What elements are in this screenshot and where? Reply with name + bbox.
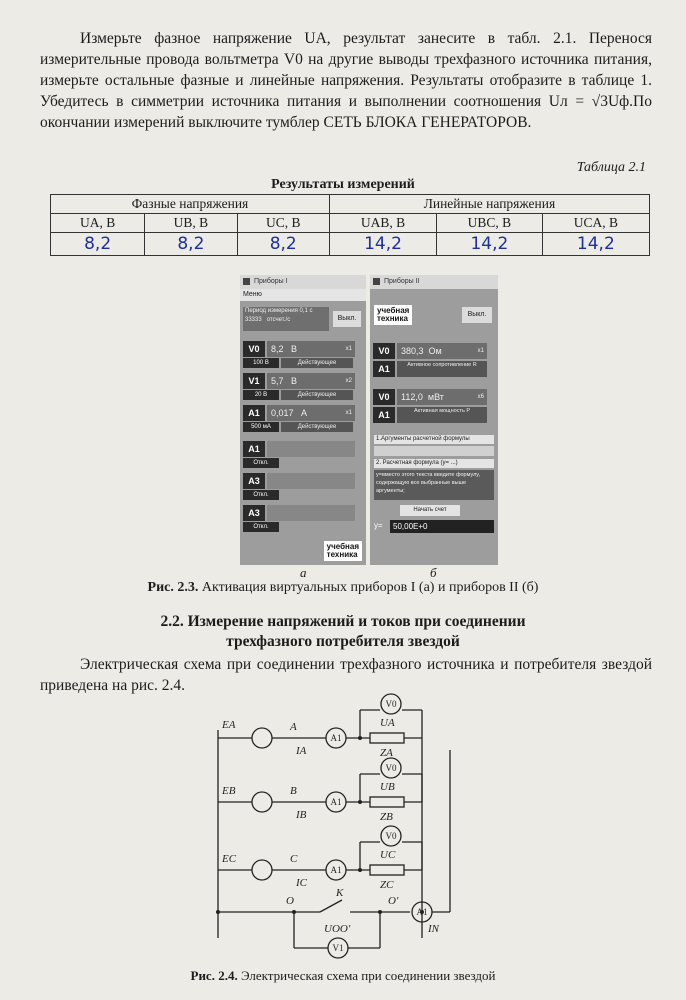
meter-v1-value: 5,7: [271, 376, 284, 386]
meter-a1-range[interactable]: 500 мА: [243, 422, 279, 432]
meter-b-v0-1-unit: Ом: [428, 346, 442, 356]
period-box: [243, 307, 329, 331]
meter-v0-range[interactable]: 100 В: [243, 358, 279, 368]
value-ua: 8,2: [51, 233, 145, 256]
meter-empty-3-off[interactable]: Откл.: [243, 522, 279, 532]
meter-v1-unit: В: [291, 376, 298, 386]
panel-instruments-1: [240, 275, 366, 565]
meter-empty-2-off[interactable]: Откл.: [243, 490, 279, 500]
meter-b-a1-1-mode[interactable]: Активное сопротивление R: [397, 361, 487, 377]
star-connection-circuit: [200, 690, 470, 970]
meter-b-v0-1[interactable]: [373, 343, 495, 359]
voltmeter-v0-c: V0: [385, 831, 397, 841]
meter-a1-mult: x1: [345, 410, 352, 416]
meter-a1[interactable]: [243, 405, 363, 435]
meter-v1-mult: x2: [345, 378, 352, 384]
formula-input[interactable]: y=вместо этого текста введите формулу, содержащую все выбранные выше аргументы;: [374, 470, 494, 500]
header-uab: UAB, В: [329, 214, 436, 233]
meter-b-v0-2[interactable]: [373, 389, 495, 405]
ammeter-a1-n: A1: [416, 907, 428, 917]
meter-a1-mode[interactable]: Действующее: [281, 422, 353, 432]
label-zb: ZB: [380, 811, 393, 823]
args-selectors[interactable]: [374, 446, 494, 456]
ammeter-a1-c: A1: [330, 865, 342, 875]
meter-v0-mode[interactable]: Действующее: [281, 358, 353, 368]
meter-v0-name: V0: [243, 341, 265, 357]
panel-1-off-button[interactable]: Выкл.: [333, 311, 361, 327]
label-ea: EA: [222, 719, 236, 731]
label-ub: UB: [380, 781, 395, 793]
meter-b-a1-1[interactable]: [373, 361, 495, 379]
fig-label-b: б: [430, 565, 437, 580]
meter-v0-unit: В: [291, 344, 298, 354]
panel-2-titlebar: Приборы II: [370, 275, 498, 289]
meter-empty-1-name: A1: [243, 441, 265, 457]
meter-b-v0-2-mult: x6: [477, 394, 484, 400]
value-ub: 8,2: [145, 233, 237, 256]
table-row: [51, 233, 650, 256]
meter-b-v0-2-name: V0: [373, 389, 395, 405]
meter-empty-1-off[interactable]: Откл.: [243, 458, 279, 468]
group-line-header: Линейные напряжения: [329, 195, 649, 214]
section-heading: 2.2. Измерение напряжений и токов при соединении трехфазного потребителя звездой: [160, 613, 526, 650]
label-ic: IC: [296, 877, 307, 889]
value-ubc: 14,2: [437, 233, 543, 256]
label-a: A: [290, 721, 297, 733]
table-header-row: [51, 214, 650, 233]
meter-v1[interactable]: [243, 373, 363, 403]
meter-a1-value: 0,017: [271, 408, 294, 418]
label-za: ZA: [380, 747, 393, 759]
panel-1-logo: учебная техника: [324, 541, 362, 561]
table-caption: Таблица 2.1: [576, 160, 646, 175]
figure-2-4-caption: Рис. 2.4. Электрическая схема при соединении звездой: [190, 968, 496, 983]
panel-1-menu[interactable]: Меню: [240, 289, 366, 301]
meter-b-a1-2-mode[interactable]: Активная мощность P: [397, 407, 487, 423]
meter-v1-mode[interactable]: Действующее: [281, 390, 353, 400]
label-zc: ZC: [380, 879, 394, 891]
panel-1-titlebar: Приборы I: [240, 275, 366, 289]
period-unit: отсчет./с: [266, 317, 291, 323]
value-uab: 14,2: [329, 233, 436, 256]
meter-b-v0-2-value: 112,0: [401, 392, 423, 402]
label-ec: EC: [222, 853, 237, 865]
meter-b-v0-1-name: V0: [373, 343, 395, 359]
value-uc: 8,2: [237, 233, 329, 256]
meter-a1-name: A1: [243, 405, 265, 421]
header-ubc: UBC, В: [437, 214, 543, 233]
panel-2-logo: учебная техника: [374, 305, 412, 325]
meter-b-a1-2-name: A1: [373, 407, 395, 423]
intro-paragraph: Измерьте фазное напряжение UA, результат занесите в табл. 2.1. Перенося измерительные провода вольтметра V0 на другие выводы трехфазного источника питания, измерьте остальные фазные и линейные напряжения. Результаты отобразите в таблице 1. Убедитесь в симметрии источника питания и выполнении соотношения Uл = √3Uф.По окончании измерений выключите тумблер СЕТЬ БЛОКА ГЕНЕРАТОРОВ.: [40, 30, 652, 131]
table-title: Результаты измерений: [271, 177, 415, 192]
label-uc: UC: [380, 849, 396, 861]
label-o: O: [286, 895, 294, 907]
result-value: 50,00E+0: [390, 520, 494, 533]
ammeter-a1-a: A1: [330, 733, 342, 743]
formula-label: 2. Расчетная формула (y= ...): [374, 459, 494, 468]
label-in: IN: [428, 923, 439, 935]
meter-empty-1[interactable]: [243, 441, 363, 471]
meter-b-a1-2[interactable]: [373, 407, 495, 425]
label-b: B: [290, 785, 297, 797]
header-ub: UB, В: [145, 214, 237, 233]
meter-empty-3-name: A3: [243, 505, 265, 521]
meter-empty-2-name: A3: [243, 473, 265, 489]
meter-v1-name: V1: [243, 373, 265, 389]
results-table: [50, 194, 650, 256]
meter-b-v0-1-value: 380,3: [401, 346, 424, 356]
meter-a1-unit: А: [301, 408, 308, 418]
label-ia: IA: [296, 745, 307, 757]
meter-b-v0-2-unit: мВт: [427, 392, 444, 402]
label-eb: EB: [222, 785, 236, 797]
header-ua: UA, В: [51, 214, 145, 233]
meter-v0[interactable]: [243, 341, 363, 371]
header-uca: UCA, В: [542, 214, 649, 233]
period-label: Период измерения 0,1 с: [245, 308, 313, 314]
start-button[interactable]: Начать счет: [400, 505, 460, 516]
result-label: y=: [374, 521, 383, 530]
meter-b-v0-1-mult: x1: [477, 348, 484, 354]
ammeter-a1-b: A1: [330, 797, 342, 807]
meter-v1-range[interactable]: 20 В: [243, 390, 279, 400]
meter-empty-2[interactable]: [243, 473, 363, 503]
meter-empty-3[interactable]: [243, 505, 363, 535]
voltmeter-v0-b: V0: [385, 763, 397, 773]
value-uca: 14,2: [542, 233, 649, 256]
fig-label-a: а: [300, 565, 307, 580]
meter-v0-mult: x1: [345, 346, 352, 352]
meter-b-a1-1-name: A1: [373, 361, 395, 377]
label-o-prime: O': [388, 895, 399, 907]
panel-2-off-button[interactable]: Выкл.: [462, 307, 492, 323]
voltmeter-v0-a: V0: [385, 699, 397, 709]
label-k: K: [336, 887, 344, 899]
label-uoo: UOO': [324, 923, 351, 935]
panel-instruments-2: [370, 275, 498, 565]
args-label: 1.Аргументы расчетной формулы: [374, 435, 494, 444]
header-uc: UC, В: [237, 214, 329, 233]
period-value: 33333: [245, 317, 262, 323]
label-ua: UA: [380, 717, 395, 729]
group-phase-header: Фазные напряжения: [51, 195, 330, 214]
section-paragraph: Электрическая схема при соединении трехфазного источника и потребителя звездой приведена на рис. 2.4.: [40, 656, 652, 694]
label-c: C: [290, 853, 298, 865]
meter-v0-value: 8,2: [271, 344, 284, 354]
label-ib: IB: [296, 809, 307, 821]
voltmeter-v1: V1: [332, 943, 344, 953]
figure-2-3-caption: Рис. 2.3. Активация виртуальных приборов I (а) и приборов II (б): [147, 580, 539, 595]
